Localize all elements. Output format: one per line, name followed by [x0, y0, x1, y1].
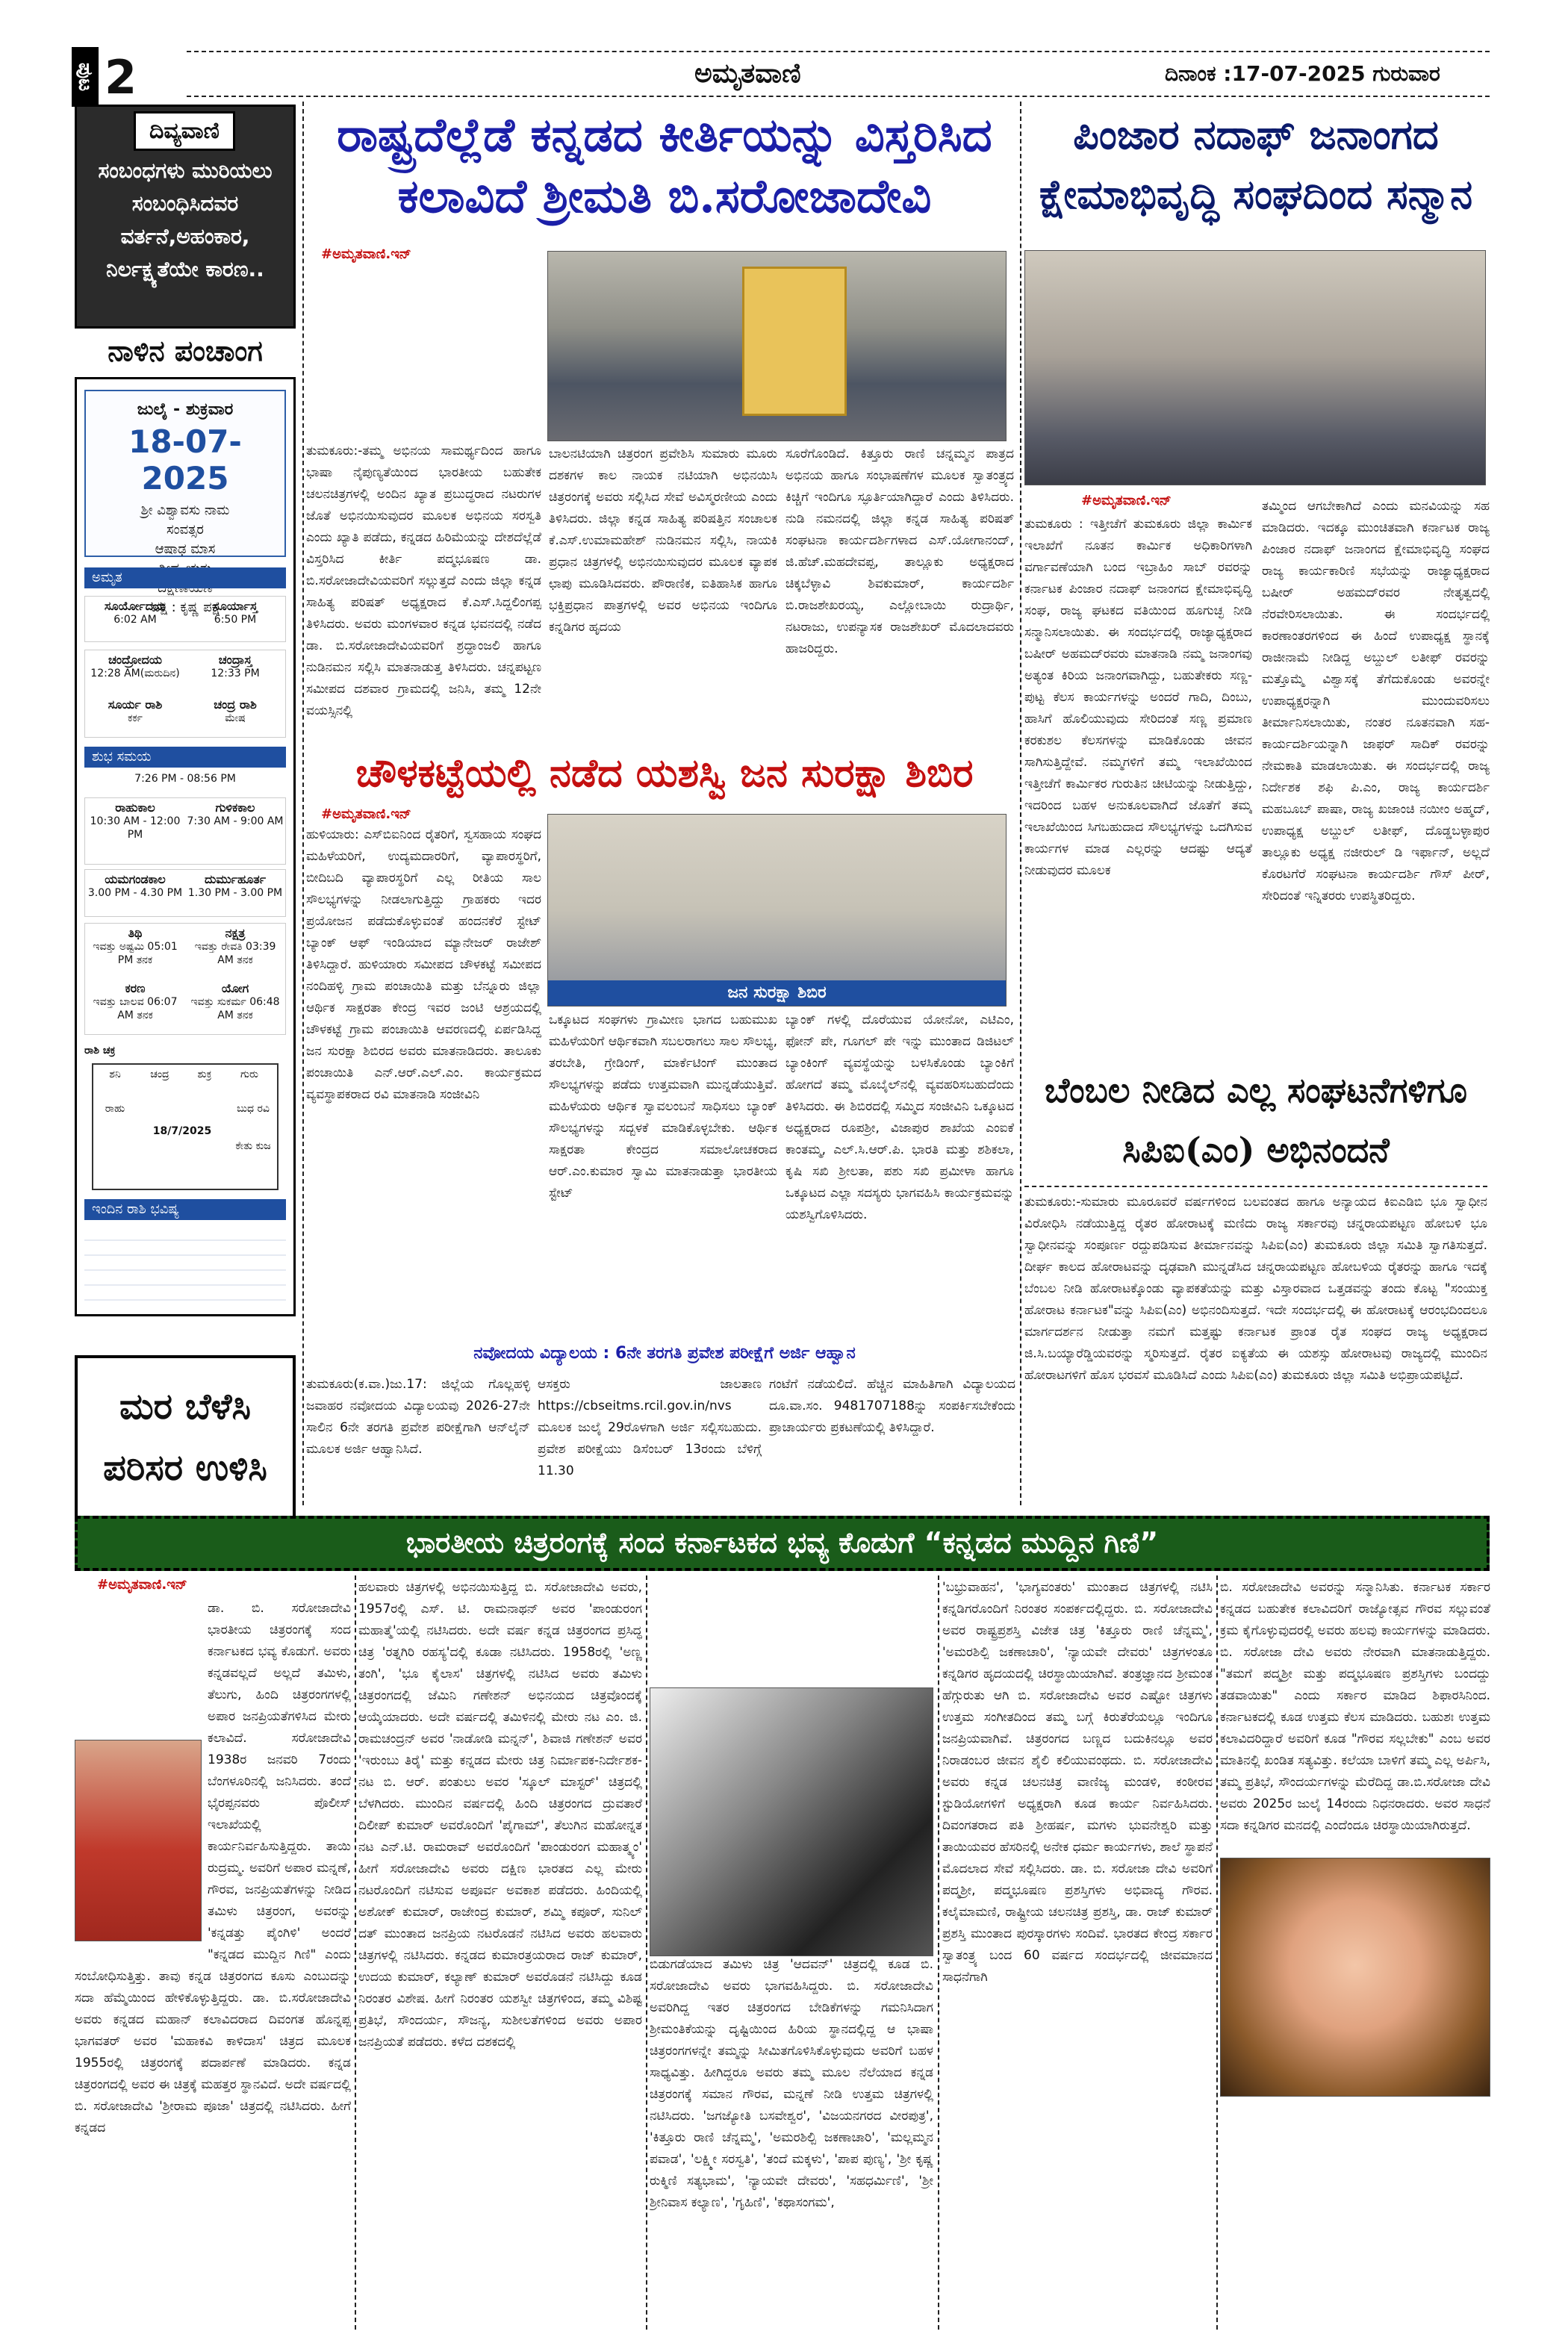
tithi-grid [84, 923, 286, 1035]
moon-grid [84, 650, 286, 738]
chakra-cell: ಕೇತು ಕುಜ [235, 1140, 271, 1152]
navodaya-col3: ಗಂಟೆಗೆ ನಡೆಯಲಿದೆ. ಹೆಚ್ಚಿನ ಮಾಹಿತಿಗಾಗಿ ವಿದ್ಯಾಲಯದ ದೂ.ವಾ.ಸಂ. 9481707188ನ್ನು ಸಂಪರ್ಕಿಸಬೇಕೆಂದು ಪ್ರಾಚಾರ್ಯರು ಪ್ರಕಟಣೆಯಲ್ಲಿ ತಿಳಿಸಿದ್ದಾರೆ. [769, 1377, 1015, 1435]
chakra-cell: ಶುಕ್ರ [197, 1068, 212, 1080]
nakshatra-value: ಇವತ್ತು ರೇವತಿ 03:39 AM ತನಕ [194, 941, 276, 966]
sunrise-label: ಸೂರ್ಯೋದಯ [104, 599, 167, 613]
portrait-frame-icon [742, 267, 847, 416]
sunset-value: 6:50 PM [214, 614, 257, 626]
cpim-headline-line1: ಬೆಂಬಲ ನೀಡಿದ ಎಲ್ಲ ಸಂಘಟನೆಗಳಿಗೂ [1045, 1070, 1467, 1110]
karana-cell [85, 982, 185, 1022]
feature-col1 [75, 1598, 351, 2330]
article3-photo-banner: ಜನ ಸುರಕ್ಷಾ ಶಿಬಿರ [548, 980, 1006, 1006]
rahu-label: ರಾಹುಕಾಲ [115, 800, 155, 815]
cpim-headline [1024, 1060, 1487, 1180]
article3-col3: ಬ್ಯಾಂಕ್ ಗಳಲ್ಲಿ ದೊರೆಯುವ ಯೋನೋ, ಎಟಿಎಂ, ಫೋನ್ ಪೇ, ಗೂಗಲ್ ಪೇ ಇನ್ನು ಮುಂತಾದ ಡಿಜಿಟಲ್ ಬ್ಯಾಂಕಿಂಗ್ ವ್ಯವಸ್ಥೆಯನ್ನು ಬಳಸಿಕೊಂಡು ಬ್ಯಾಂಕಿಗೆ ಹೋಗದೆ ತಮ್ಮ ಮೊಬೈಲ್‌ನಲ್ಲಿ ವ್ಯವಹರಿಸಬಹುದೆಂದು ತಿಳಿಸಿದರು. ಈ ಶಿಬಿರದಲ್ಲಿ ಸಮ್ಮಿದ ಸಂಜೀವಿನಿ ಒಕ್ಕೂಟದ ಅಧ್ಯಕ್ಷರಾದ ರೂಪಶ್ರೀ, ವಿಜಾಪುರ ಶಾಖೆಯ ಎಂಐಕೆ ಕಾಂತಮ್ಮ, ಎಲ್.ಸಿ.ಆರ್.ಪಿ. ಭಾರತಿ ಮತ್ತು ಶಶಿಕಲಾ, ಕೃಷಿ ಸಖಿ ಶ್ರೀಲತಾ, ಪಶು ಸಖಿ ಪ್ರಮೀಳಾ ಹಾಗೂ ಒಕ್ಕೂಟದ ಎಲ್ಲಾ ಸದಸ್ಯರು ಭಾಗವಹಿಸಿ ಕಾರ್ಯಕ್ರಮವನ್ನು ಯಶಸ್ವಿಗೊಳಿಸಿದರು. [785, 1012, 1014, 1222]
panchanga-line: ಸಂವತ್ಸರ [167, 522, 204, 538]
nakshatra-cell [185, 927, 285, 967]
column-divider [355, 1575, 356, 2330]
chandra-rashi-cell [185, 698, 285, 725]
yoga-cell [185, 982, 285, 1022]
yama-cell [85, 873, 185, 900]
column-divider [938, 1575, 939, 2330]
surya-rashi-value: ಕರ್ಕ [128, 712, 143, 724]
chakra-cell: ಶನಿ [109, 1068, 121, 1080]
surya-rashi-cell [85, 698, 185, 725]
article3-col2: ಒಕ್ಕೂಟದ ಸಂಘಗಳು ಗ್ರಾಮೀಣ ಭಾಗದ ಬಹುಮುಖ ಮಹಿಳೆಯರಿಗೆ ಆರ್ಥಿಕವಾಗಿ ಸಬಲರಾಗಲು ಸಾಲ ಸೌಲಭ್ಯ, ತರಬೇತಿ, ಗ್ರೇಡಿಂಗ್, ಮಾರ್ಕೆಟಿಂಗ್ ಮುಂತಾದ ಸೌಲಭ್ಯಗಳನ್ನು ಪಡೆದು ಉತ್ತಮವಾಗಿ ಮುನ್ನಡೆಯುತ್ತಿವೆ. ಮಹಿಳೆಯರು ಆರ್ಥಿಕ ಸ್ವಾವಲಂಬನೆ ಸಾಧಿಸಲು ಬ್ಯಾಂಕ್ ಸೌಲಭ್ಯಗಳನ್ನು ಸದ್ಬಳಕೆ ಮಾಡಿಕೊಳ್ಳಬೇಕು. ಆರ್ಥಿಕ ಸಾಕ್ಷರತಾ ಕೇಂದ್ರದ ಸಮಾಲೋಚಕರಾದ ಆರ್.ಎಂ.ಕುಮಾರ ಸ್ವಾಮಿ ಮಾತನಾಡುತ್ತಾ ಭಾರತೀಯ ಸ್ಟೇಟ್ [549, 1012, 777, 1201]
page-number-value: 2 [105, 49, 137, 105]
top-divider [187, 51, 1490, 52]
divyavani-title: ದಿವ್ಯವಾಣಿ [134, 111, 235, 151]
column-divider [302, 102, 304, 1505]
amrita-bar: ಅಮೃತ [84, 567, 286, 588]
moonset-cell [185, 653, 285, 680]
guli-value: 7:30 AM - 9:00 AM [187, 815, 284, 827]
rashi-chakra [92, 1063, 279, 1190]
panchanga-date: 18-07-2025 [128, 423, 242, 497]
chakra-cell: ಬುಧ ರವಿ [237, 1103, 270, 1115]
article3-headline: ಚೌಳಕಟ್ಟೆಯಲ್ಲಿ ನಡೆದ ಯಶಸ್ವಿ ಜನ ಸುರಕ್ಷಾ ಶಿಬಿರ [355, 750, 974, 796]
durmuhurtha-cell [185, 873, 285, 900]
article3-col1: ಹುಳಿಯಾರು: ಎಸ್‌ಬಿಐನಿಂದ ರೈತರಿಗೆ, ಸ್ವಸಹಾಯ ಸಂಘದ ಮಹಿಳೆಯರಿಗೆ, ಉದ್ಯಮದಾರರಿಗೆ, ವ್ಯಾಪಾರಸ್ಥರಿಗೆ, ಬೀದಿಬದಿ ವ್ಯಾಪಾರಸ್ಥರಿಗೆ ಎಲ್ಲ ರೀತಿಯ ಸಾಲ ಸೌಲಭ್ಯಗಳನ್ನು ನೀಡಲಾಗುತ್ತಿದ್ದು ಗ್ರಾಹಕರು ಇದರ ಪ್ರಯೋಜನ ಪಡೆದುಕೊಳ್ಳುವಂತೆ ಹಂದನಕೆರೆ ಸ್ಟೇಟ್ ಬ್ಯಾಂಕ್ ಆಫ್ ಇಂಡಿಯಾದ ಮ್ಯಾನೇಜರ್ ರಾಜೇಶ್ ತಿಳಿಸಿದ್ದಾರೆ. ಹುಳಿಯಾರು ಸಮೀಪದ ಚೌಳಕಟ್ಟೆ ಸಮೀಪದ ನಂದಿಹಳ್ಳಿ ಗ್ರಾಮ ಪಂಚಾಯಿತಿ ಮತ್ತು ಬೆನ್ನೂರು ಜಿಲ್ಲಾ ಆರ್ಥಿಕ ಸಾಕ್ಷರತಾ ಕೇಂದ್ರ ಇವರ ಜಂಟಿ ಆಶ್ರಯದಲ್ಲಿ ಚೌಳಕಟ್ಟೆ ಗ್ರಾಮ ಪಂಚಾಯಿತಿ ಆವರಣದಲ್ಲಿ ಏರ್ಪಡಿಸಿದ್ದ ಜನ ಸುರಕ್ಷಾ ಶಿಬಿರದ ಅವರು ಮಾತನಾಡಿದರು. ತಾಲೂಕು ಪಂಚಾಯಿತಿ ಎನ್.ಆರ್.ಎಲ್.ಎಂ. ಕಾರ್ಯಕ್ರಮದ ವ್ಯವಸ್ಥಾಪಕರಾದ ರವಿ ಮಾತನಾಡಿ ಸಂಜೀವಿನಿ [306, 827, 541, 1102]
chakra-cell: ಚಂದ್ರ [150, 1068, 169, 1080]
feature-col4: 'ಬಭ್ರುವಾಹನ', 'ಭಾಗ್ಯವಂತರು' ಮುಂತಾದ ಚಿತ್ರಗಳಲ್ಲಿ ನಟಿಸಿ ಕನ್ನಡಿಗರೊಂದಿಗೆ ನಿರಂತರ ಸಂಪರ್ಕದಲ್ಲಿದ್ದರು. ಬಿ. ಸರೋಜಾದೇವಿ ಅವರ ರಾಷ್ಟ್ರಪ್ರಶಸ್ತಿ ವಿಜೇತ ಚಿತ್ರ 'ಕಿತ್ತೂರು ರಾಣಿ ಚೆನ್ನಮ್ಮ', 'ಅಮರಶಿಲ್ಪಿ ಜಕಣಾಚಾರಿ', 'ನ್ಯಾಯವೇ ದೇವರು' ಚಿತ್ರಗಳಂತೂ ಕನ್ನಡಿಗರ ಹೃದಯದಲ್ಲಿ ಚಿರಸ್ಥಾಯಿಯಾಗಿವೆ. ತಂತ್ರಜ್ಞಾನದ ಶ್ರೀಮಂತ ಹೆಗ್ಗುರುತು ಆಗಿ ಬಿ. ಸರೋಜಾದೇವಿ ಅವರ ಎಷ್ಟೋ ಚಿತ್ರಗಳು ಉತ್ತಮ ಸಂಗೀತದಿಂದ ತಮ್ಮ ಬಗ್ಗೆ ಕಿರುತೆರೆಯಲ್ಲೂ ಇಂದಿಗೂ ಜನಪ್ರಿಯವಾಗಿವೆ. ಚಿತ್ರರಂಗದ ಬಣ್ಣದ ಬದುಕಿನಲ್ಲೂ ಅವರ ನಿರಾಡಂಬರ ಜೀವನ ಶೈಲಿ ಕಲಿಯುವಂಥದು. ಬಿ. ಸರೋಜಾದೇವಿ ಅವರು ಕನ್ನಡ ಚಲನಚಿತ್ರ ವಾಣಿಜ್ಯ ಮಂಡಳಿ, ಕಂಠೀರವ ಸ್ಟುಡಿಯೋಗಳಿಗೆ ಅಧ್ಯಕ್ಷರಾಗಿ ಕೂಡ ಕಾರ್ಯ ನಿರ್ವಹಿಸಿದರು. ದಿವಂಗತರಾದ ಪತಿ ಶ್ರೀಹರ್ಷ, ಮಗಳು ಭುವನೇಶ್ವರಿ ಮತ್ತು ತಾಯಿಯವರ ಹೆಸರಿನಲ್ಲಿ ಅನೇಕ ಧರ್ಮ ಕಾರ್ಯಗಳು, ಶಾಲೆ ಸ್ಥಾಪನೆ ಮೊದಲಾದ ಸೇವೆ ಸಲ್ಲಿಸಿದರು. ಡಾ. ಬಿ. ಸರೋಜಾ ದೇವಿ ಅವರಿಗೆ ಪದ್ಮಶ್ರೀ, ಪದ್ಮಭೂಷಣ ಪ್ರಶಸ್ತಿಗಳು ಅಭಿವಾದ್ಯ ಗೌರವ. ಕಲೈಮಾಮಣಿ, ರಾಷ್ಟ್ರೀಯ ಚಲನಚಿತ್ರ ಪ್ರಶಸ್ತಿ, ಡಾ. ರಾಜ್ ಕುಮಾರ್ ಪ್ರಶಸ್ತಿ ಮುಂತಾದ ಪುರಸ್ಕಾರಗಳು ಸಂದಿವೆ. ಭಾರತದ ಕೇಂದ್ರ ಸರ್ಕಾರ ಸ್ವಾತಂತ್ರ್ಯ ಬಂದ 60 ವರ್ಷದ ಸಂದರ್ಭದಲ್ಲಿ ಜೀವಮಾನದ ಸಾಧನೆಗಾಗಿ [942, 1580, 1213, 1985]
navodaya-col1: ತುಮಕೂರು(ಕ.ವಾ.)ಜು.17: ಜಿಲ್ಲೆಯ ಗೊಲ್ಲಹಳ್ಳಿ ಜವಾಹರ ನವೋದಯ ವಿದ್ಯಾಲಯವು 2026-27ನೇ ಸಾಲಿನ 6ನೇ ತರಗತಿ ಪ್ರವೇಶ ಪರೀಕ್ಷೆಗಾಗಿ ಆನ್‌ಲೈನ್ ಮೂಲಕ ಅರ್ಜಿ ಆಹ್ವಾನಿಸಿದೆ. [306, 1377, 530, 1457]
article1-col3: ಸೂರೆಗೊಂಡಿದೆ. ಕಿತ್ತೂರು ರಾಣಿ ಚನ್ನಮ್ಮನ ಪಾತ್ರದ ಅಭಿನಯ ಹಾಗೂ ಸಂಭಾಷಣೆಗಳ ಮೂಲಕ ಸ್ವಾತಂತ್ರ್ಯದ ಕಿಚ್ಚಿಗೆ ಇಂದಿಗೂ ಸ್ಫೂರ್ತಿಯಾಗಿದ್ದಾರೆ ಎಂದು ತಿಳಿಸಿದರು. ನುಡಿ ನಮನದಲ್ಲಿ ಜಿಲ್ಲಾ ಕನ್ನಡ ಸಾಹಿತ್ಯ ಪರಿಷತ್ ಸಂಘಟನಾ ಕಾರ್ಯದರ್ಶಿಗಳಾದ ಎಸ್.ಯೋಗಾನಂದ್, ಜಿ.ಹೆಚ್.ಮಹದೇವಪ್ಪ, ತಾಲ್ಲೂಕು ಅಧ್ಯಕ್ಷರಾದ ಚಿಕ್ಕಬೆಳ್ಳಾವಿ ಶಿವಕುಮಾರ್, ಕಾರ್ಯದರ್ಶಿ ಬಿ.ರಾಜಶೇಖರಯ್ಯ, ಎಲ್ಲೋಬಾಯಿ ರುದ್ರಾರ್ಥಿ, ನಟರಾಜು, ಉಪನ್ಯಾಸಕ ರಾಜಶೇಖರ್ ಮೊದಲಾದವರು ಹಾಜರಿದ್ದರು. [785, 447, 1014, 656]
photo-spacer [75, 1598, 208, 1949]
dateline: ದಿನಾಂಕ :17-07-2025 ಗುರುವಾರ [1165, 61, 1440, 86]
rashi-chakra-label: ರಾಶಿ ಚಕ್ರ [84, 1045, 116, 1057]
column-divider [1216, 1575, 1218, 2330]
feature-col3 [650, 1577, 933, 2331]
tithi-value: ಇವತ್ತು ಅಷ್ಟಮಿ 05:01 PM ತನಕ [93, 941, 178, 966]
article2-col1: ತುಮಕೂರು : ಇತ್ತೀಚೆಗೆ ತುಮಕೂರು ಜಿಲ್ಲಾ ಕಾರ್ಮಿಕ ಇಲಾಖೆಗೆ ನೂತನ ಕಾರ್ಮಿಕ ಅಧಿಕಾರಿಗಳಾಗಿ ವರ್ಗಾವಣೆಯಾಗಿ ಬಂದ ಇಬ್ರಾಹಿಂ ಸಾಬ್ ರವರನ್ನು ಕರ್ನಾಟಕ ಪಿಂಜಾರ ನದಾಫ್ ಜನಾಂಗದ ಕ್ಷೇಮಾಭಿವೃದ್ಧಿ ಸಂಘ, ರಾಜ್ಯ ಘಟಕದ ವತಿಯಿಂದ ಹೂಗುಚ್ಛ ನೀಡಿ ಸನ್ಮಾನಿಸಲಾಯಿತು. ಈ ಸಂದರ್ಭದಲ್ಲಿ ರಾಜ್ಯಾಧ್ಯಕ್ಷರಾದ ಬಷೀರ್ ಅಹಮದ್‌ರವರು ಮಾತನಾಡಿ ನಮ್ಮ ಜನಾಂಗವು ಅತ್ಯಂತ ಕಿರಿಯ ಜನಾಂಗವಾಗಿದ್ದು, ಬಹುತೇಕರು ಸಣ್ಣ-ಪುಟ್ಟ ಕೆಲಸ ಕಾರ್ಯಗಳನ್ನು ಅಂದರೆ ಗಾದಿ, ದಿಂಬು, ಹಾಸಿಗೆ ಹೊಲಿಯುವುದು ಸೇರಿದಂತೆ ಸಣ್ಣ ಪ್ರಮಾಣ ಕರಕುಶಲ ಕೆಲಸಗಳನ್ನು ಮಾಡಿಕೊಂಡು ಜೀವನ ಸಾಗಿಸುತ್ತಿದ್ದೇವೆ. ನಮ್ಮಗಳಿಗೆ ತಮ್ಮ ಇಲಾಖೆಯಿಂದ ಇತ್ತೀಚೆಗೆ ಕಾರ್ಮಿಕರ ಗುರುತಿನ ಚೀಟಿಯನ್ನು ನೀಡುತ್ತಿದ್ದು, ಇದರಿಂದ ಬಹಳ ಅನುಕೂಲವಾಗಿದೆ ಜೊತೆಗೆ ತಮ್ಮ ಇಲಾಖೆಯಿಂದ ಸಿಗಬಹುದಾದ ಸೌಲಭ್ಯಗಳನ್ನು ಒದಗಿಸುವ ಕಾರ್ಯಗಳ ಮಾಡ ಎಲ್ಲರನ್ನು ಆದಷ್ಟು ಆದ್ಯತೆ ನೀಡುವುದರ ಮೂಲಕ [1024, 517, 1252, 878]
article2-headline: ಪಿಂಜಾರ ನದಾಫ್ ಜನಾಂಗದ ಕ್ಷೇಮಾಭಿವೃದ್ಧಿ ಸಂಘದಿಂದ ಸನ್ಮಾನ [1039, 111, 1473, 218]
panchanga-line: ಪಕ್ಷ : ಕೃಷ್ಣ ಪಕ್ಷ [151, 600, 220, 615]
article2-col2: ತಮ್ಮಿಂದ ಆಗಬೇಕಾಗಿದೆ ಎಂದು ಮನವಿಯನ್ನು ಸಹ ಮಾಡಿದರು. ಇದಕ್ಕೂ ಮುಂಚಿತವಾಗಿ ಕರ್ನಾಟಕ ರಾಜ್ಯ ಪಿಂಜಾರ ನದಾಫ್ ಜನಾಂಗದ ಕ್ಷೇಮಾಭಿವೃದ್ಧಿ ಸಂಘದ ರಾಜ್ಯ ಕಾರ್ಯಕಾರಿಣಿ ಸಭೆಯನ್ನು ರಾಜ್ಯಾಧ್ಯಕ್ಷರಾದ ಬಷೀರ್ ಅಹಮದ್‌ರವರ ನೇತೃತ್ವದಲ್ಲಿ ನೆರವೇರಿಸಲಾಯಿತು. ಈ ಸಂದರ್ಭದಲ್ಲಿ ಕಾರಣಾಂತರಗಳಿಂದ ಈ ಹಿಂದೆ ಉಪಾಧ್ಯಕ್ಷ ಸ್ಥಾನಕ್ಕೆ ರಾಜೀನಾಮೆ ನೀಡಿದ್ದ ಅಬ್ದುಲ್ ಲತೀಫ್ ರವರನ್ನು ಮತ್ತೊಮ್ಮೆ ವಿಶ್ವಾಸಕ್ಕೆ ತೆಗೆದುಕೊಂಡು ಅವರನ್ನೇ ಉಪಾಧ್ಯಕ್ಷರನ್ನಾಗಿ ಮುಂದುವರಿಸಲು ತೀರ್ಮಾನಿಸಲಾಯಿತು, ನಂತರ ನೂತನವಾಗಿ ಸಹ-ಕಾರ್ಯದರ್ಶಿಯನ್ನಾಗಿ ಜಾಫರ್ ಸಾದಿಕ್ ರವರನ್ನು ನೇಮಕಾತಿ ಮಾಡಲಾಯಿತು. ಈ ಸಂದರ್ಭದಲ್ಲಿ ರಾಜ್ಯ ನಿರ್ದೇಶಕ ಶಫಿ ಪಿ.ಎಂ, ರಾಜ್ಯ ಕಾರ್ಯದರ್ಶಿ ಮಹಬೂಬ್ ಪಾಷಾ, ರಾಜ್ಯ ಖಜಾಂಚಿ ನಯೀಂ ಅಹ್ಮದ್, ಉಪಾಧ್ಯಕ್ಷ ಅಬ್ದುಲ್ ಲತೀಫ್, ದೊಡ್ಡಬಳ್ಳಾಪುರ ತಾಲ್ಲೂಕು ಅಧ್ಯಕ್ಷ ನಜೀರುಲ್ ಡಿ ಇರ್ಫಾನ್, ಅಲ್ಲದೆ ಕೊರಟಗೆರೆ ಸಂಘಟನಾ ಕಾರ್ಯದರ್ಶಿ ಗೌಸ್ ಪೀರ್, ಸೇರಿದಂತೆ ಇನ್ನಿತರರು ಉಪಸ್ಥಿತರಿದ್ದರು. [1262, 499, 1490, 903]
divyavani-box [75, 105, 296, 329]
tithi-label: ತಿಥಿ [128, 926, 143, 940]
sunrise-cell [85, 600, 185, 626]
durmuhurtha-label: ದುರ್ಮುಹೂರ್ತ [204, 872, 267, 886]
navodaya-col2: ಆಸಕ್ತರು ಜಾಲತಾಣ https://cbseitms.rcil.gov.in/nvs ಮೂಲಕ ಜುಲೈ 29ರೊಳಗಾಗಿ ಅರ್ಜಿ ಸಲ್ಲಿಸಬಹುದು. ಪ್ರವೇಶ ಪರೀಕ್ಷೆಯು ಡಿಸೆಂಬರ್ 13ರಂದು ಬೆಳಿಗ್ಗೆ 11.30 [538, 1377, 762, 1478]
tithi-cell [85, 927, 185, 967]
feature-col2: ಹಲವಾರು ಚಿತ್ರಗಳಲ್ಲಿ ಅಭಿನಯಿಸುತ್ತಿದ್ದ ಬಿ. ಸರೋಜಾದೇವಿ ಅವರು, 1957ರಲ್ಲಿ ಎಸ್. ಟಿ. ರಾಮನಾಥನ್ ಅವರ 'ಪಾಂಡುರಂಗ ಮಹಾತ್ಮೆ'ಯಲ್ಲಿ ನಟಿಸಿದರು. ಅದೇ ವರ್ಷ ಕನ್ನಡ ಚಿತ್ರರಂಗದ ಪ್ರಸಿದ್ಧ ಚಿತ್ರ 'ರತ್ನಗಿರಿ ರಹಸ್ಯ'ದಲ್ಲಿ ಕೂಡಾ ನಟಿಸಿದರು. 1958ರಲ್ಲಿ 'ಅಣ್ಣ ತಂಗಿ', 'ಭೂ ಕೈಲಾಸ' ಚಿತ್ರಗಳಲ್ಲಿ ನಟಿಸಿದ ಅವರು ತಮಿಳು ಚಿತ್ರರಂಗದಲ್ಲಿ ಜೆಮಿನಿ ಗಣೇಶನ್ ಅಭಿನಯದ ಚಿತ್ರವೊಂದಕ್ಕೆ ಆಯ್ಕೆಯಾದರು. ಅದೇ ವರ್ಷದಲ್ಲಿ ತಮಿಳಿನಲ್ಲಿ ಮೇರು ನಟ ಎಂ. ಜಿ. ರಾಮಚಂದ್ರನ್ ಅವರ 'ನಾಡೋಡಿ ಮನ್ನನ್', ಶಿವಾಜಿ ಗಣೇಶನ್ ಅವರ 'ಇರುಂಬು ತಿರೈ' ಮತ್ತು ಕನ್ನಡದ ಮೇರು ಚಿತ್ರ ನಿರ್ಮಾಪಕ-ನಿರ್ದೇಶಕ-ನಟ ಬಿ. ಆರ್. ಪಂತುಲು ಅವರ 'ಸ್ಕೂಲ್ ಮಾಸ್ಟರ್' ಚಿತ್ರದಲ್ಲಿ ಬೆಳಗಿದರು. ಮುಂದಿನ ವರ್ಷದಲ್ಲಿ ಹಿಂದಿ ಚಿತ್ರರಂಗದ ದ್ರುವತಾರೆ ದಿಲೀಪ್ ಕುಮಾರ್ ಅವರೊಂದಿಗೆ 'ಪೈಗಾಮ್', ತೆಲುಗಿನ ಮಹೋನ್ನತ ನಟ ಎನ್.ಟಿ. ರಾಮರಾವ್ ಅವರೊಂದಿಗೆ 'ಪಾಂಡುರಂಗ ಮಹಾತ್ಮ್ಯಂ' ಹೀಗೆ ಸರೋಜಾದೇವಿ ಅವರು ದಕ್ಷಿಣ ಭಾರತದ ಎಲ್ಲ ಮೇರು ನಟರೊಂದಿಗೆ ನಟಿಸುವ ಅಪೂರ್ವ ಅವಕಾಶ ಪಡೆದರು. ಹಿಂದಿಯಲ್ಲಿ ಅಶೋಕ್ ಕುಮಾರ್, ರಾಜೇಂದ್ರ ಕುಮಾರ್, ಶಮ್ಮಿ ಕಪೂರ್, ಸುನಿಲ್ ದತ್ ಮುಂತಾದ ಜನಪ್ರಿಯ ನಟರೊಡನೆ ನಟಿಸಿದ ಅವರು ಹಲವಾರು ಚಿತ್ರಗಳಲ್ಲಿ ನಟಿಸಿದರು. ಕನ್ನಡದ ಕುಮಾರತ್ರಯರಾದ ರಾಜ್ ಕುಮಾರ್, ಉದಯ ಕುಮಾರ್, ಕಲ್ಯಾಣ್ ಕುಮಾರ್ ಅವರೊಡನೆ ನಟಿಸಿದ್ದು ಕೂಡ ನಿರಂತರ ವಿಶೇಷ. ಹೀಗೆ ನಿರಂತರ ಯಶಸ್ವೀ ಚಿತ್ರಗಳಿಂದ, ತಮ್ಮ ವಿಶಿಷ್ಟ ಪ್ರತಿಭೆ, ಸೌಂದರ್ಯ, ಸೌಜನ್ಯ, ಸುಶೀಲತೆಗಳಿಂದ ಅವರು ಅಪಾರ ಜನಪ್ರಿಯತೆ ಪಡೆದರು. ಕಳೆದ ದಶಕದಲ್ಲಿ [358, 1580, 642, 2050]
rashi-bhavishya-table [84, 1226, 286, 1308]
article1-headline: ರಾಷ್ಟ್ರದೆಲ್ಲೆಡೆ ಕನ್ನಡದ ಕೀರ್ತಿಯನ್ನು ವಿಸ್ತರಿಸಿದ ಕಲಾವಿದೆ ಶ್ರೀಮತಿ ಬಿ.ಸರೋಜಾದೇವಿ [337, 108, 992, 223]
yama-label: ಯಮಗಂಡಕಾಲ [105, 872, 166, 886]
article2-tag: #ಅಮೃತವಾಣಿ.ಇನ್ [1081, 493, 1172, 508]
chandra-rashi-value: ಮೇಷ [225, 712, 246, 724]
guli-cell [185, 801, 285, 828]
article3-photo [547, 814, 1007, 1007]
nakshatra-label: ನಕ್ಷತ್ರ [225, 926, 246, 940]
moonrise-label: ಚಂದ್ರೋದಯ [108, 653, 162, 667]
moonrise-cell [85, 653, 185, 680]
chakra-cell: ರಾಹು [105, 1103, 125, 1115]
article1-tag: #ಅಮೃತವಾಣಿ.ಇನ್ [321, 246, 411, 262]
moonrise-value: 12:28 AM(ಮರುದಿನ) [90, 668, 180, 679]
cpim-headline-line2: ಸಿಪಿಐ(ಎಂ) ಅಭಿನಂದನೆ [1122, 1130, 1390, 1170]
panchanga-title: ನಾಳಿನ ಪಂಚಾಂಗ [108, 335, 263, 367]
surya-rashi-label: ಸೂರ್ಯ ರಾಶಿ [108, 697, 163, 712]
rahu-cell [85, 801, 185, 841]
panchanga-weekday: ಜುಲೈ - ಶುಕ್ರವಾರ [137, 400, 234, 419]
rashi-bhavishya-bar: ಇಂದಿನ ರಾಶಿ ಭವಿಷ್ಯ [84, 1199, 286, 1220]
shubha-value: 7:26 PM - 08:56 PM [134, 773, 236, 785]
feature-col5-text: ಬಿ. ಸರೋಜಾದೇವಿ ಅವರನ್ನು ಸನ್ಮಾನಿಸಿತು. ಕರ್ನಾಟಕ ಸರ್ಕಾರ ಕನ್ನಡದ ಬಹುತೇಕ ಕಲಾವಿದರಿಗೆ ರಾಜ್ಯೋತ್ಸವ ಗೌರವ ಸಲ್ಲುವಂತೆ ಕ್ರಮ ಕೈಗೊಳ್ಳುವುದರಲ್ಲಿ ಅವರು ಹಲವು ಕಾರ್ಯಗಳನ್ನು ಮಾಡಿದರು. ಬಿ. ಸರೋಜಾ ದೇವಿ ಅವರು ನೇರವಾಗಿ ಮಾತನಾಡುತ್ತಿದ್ದರು. "ತಮಗೆ ಪದ್ಮಶ್ರೀ ಮತ್ತು ಪದ್ಮಭೂಷಣ ಪ್ರಶಸ್ತಿಗಳು ಬಂದದ್ದು ತಡವಾಯಿತು" ಎಂದು ಸರ್ಕಾರ ಮಾಡಿದ ಶಿಫಾರಸಿನಿಂದ. ಕರ್ನಾಟಕದಲ್ಲಿ ಕೂಡ ಉತ್ತಮ ಕೆಲಸ ಮಾಡಿದರು. ಬಹುಶಃ ಉತ್ತಮ ಕಲಾವಿದರಿದ್ದಾರೆ ಅವರಿಗೆ ಕೂಡ "ಗೌರವ ಸಲ್ಲಬೇಕು" ಎಂಬ ಅವರ ಮಾತಿನಲ್ಲಿ ಖಂಡಿತ ಸತ್ಯವಿತ್ತು. ಕಲೆಯಾ ಬಾಳಿಗೆ ತಮ್ಮ ಎಲ್ಲ ಅರ್ಪಿಸಿ, ತಮ್ಮ ಪ್ರತಿಭೆ, ಸೌಂದರ್ಯಗಳನ್ನು ಮೆರೆದಿದ್ದ ಡಾ.ಬಿ.ಸರೋಜಾ ದೇವಿ ಅವರು 2025ರ ಜುಲೈ 14ರಂದು ನಿಧನರಾದರು. ಅವರ ಸಾಧನೆ ಸದಾ ಕನ್ನಡಿಗರ ಮನದಲ್ಲಿ ಎಂದೆಂದೂ ಚಿರಸ್ಥಾಯಿಯಾಗಿರುತ್ತದೆ. [1220, 1580, 1490, 1833]
feature-banner: ಭಾರತೀಯ ಚಿತ್ರರಂಗಕ್ಕೆ ಸಂದ ಕರ್ನಾಟಕದ ಭವ್ಯ ಕೊಡುಗೆ “ಕನ್ನಡದ ಮುದ್ದಿನ ಗಿಣಿ” [75, 1516, 1490, 1571]
divyavani-text: ಸಂಬಂಧಗಳು ಮುರಿಯಲು ಸಂಬಂಧಿಸಿದವರ ವರ್ತನೆ,ಅಹಂಕಾರ, ನಿರ್ಲಕ್ಷ್ಯತೆಯೇ ಕಾರಣ.. [98, 158, 273, 281]
panchanga-card [75, 377, 296, 1316]
feature-tag: #ಅಮೃತವಾಣಿ.ಇನ್ [97, 1577, 187, 1593]
photo-spacer [650, 1577, 933, 1954]
chakra-date: 18/7/2025 [152, 1125, 212, 1137]
mara-belesi-box: ಮರ ಬೆಳೆಸಿ ಪರಿಸರ ಉಳಿಸಿ [75, 1355, 296, 1519]
article1-col2: ಬಾಲನಟಿಯಾಗಿ ಚಿತ್ರರಂಗ ಪ್ರವೇಶಿಸಿ ಸುಮಾರು ಮೂರು ದಶಕಗಳ ಕಾಲ ನಾಯಕ ನಟಿಯಾಗಿ ಅಭಿನಯಿಸಿ ಚಿತ್ರರಂಗಕ್ಕೆ ಅವರು ಸಲ್ಲಿಸಿದ ಸೇವೆ ಅವಿಸ್ಮರಣೀಯ ಎಂದು ತಿಳಿಸಿದರು. ಜಿಲ್ಲಾ ಕನ್ನಡ ಸಾಹಿತ್ಯ ಪರಿಷತ್ತಿನ ಸಂಚಾಲಕ ಕೆ.ಎಸ್.ಉಮಾಮಹೇಶ್ ನುಡಿನಮನ ಸಲ್ಲಿಸಿ, ನಾಯಕಿ ಪ್ರಧಾನ ಚಿತ್ರಗಳಲ್ಲಿ ಅಭಿನಯಿಸುವುದರ ಮೂಲಕ ವ್ಯಾಪಕ ಛಾಪು ಮೂಡಿಸಿದವರು. ಪೌರಾಣಿಕ, ಐತಿಹಾಸಿಕ ಹಾಗೂ ಭಕ್ತಿಪ್ರಧಾನ ಪಾತ್ರಗಳಲ್ಲಿ ಅವರ ಅಭಿನಯ ಇಂದಿಗೂ ಕನ್ನಡಿಗರ ಹೃದಯ [549, 447, 777, 635]
navodaya-headline: ನವೋದಯ ವಿದ್ಯಾಲಯ : 6ನೇ ತರಗತಿ ಪ್ರವೇಶ ಪರೀಕ್ಷೆಗೆ ಅರ್ಜಿ ಆಹ್ವಾನ [473, 1344, 856, 1363]
moonset-value: 12:33 PM [211, 668, 260, 679]
chandra-rashi-label: ಚಂದ್ರ ರಾಶಿ [214, 697, 257, 712]
sunset-cell [185, 600, 285, 626]
sunrise-value: 6:02 AM [113, 614, 157, 626]
column-divider [1020, 102, 1021, 1505]
panchanga-line: ಆಷಾಢ ಮಾಸ [155, 541, 216, 557]
yoga-value: ಇವತ್ತು ಸುಕರ್ಮ 06:48 AM ತನಕ [190, 996, 280, 1021]
kala-grid [84, 797, 286, 865]
yoga-label: ಯೋಗ [221, 981, 249, 995]
chakra-cell: ಗುರು [240, 1068, 258, 1080]
sun-grid [84, 596, 286, 642]
page-label: ಪುಟ [72, 47, 99, 107]
cpim-body: ತುಮಕೂರು:-ಸುಮಾರು ಮೂರೂವರೆ ವರ್ಷಗಳಿಂದ ಬಲವಂತದ ಹಾಗೂ ಅನ್ಯಾಯದ ಕಿಐಎಡಿಬಿ ಭೂ ಸ್ವಾಧೀನ ವಿರೋಧಿಸಿ ನಡೆಯುತ್ತಿದ್ದ ರೈತರ ಹೋರಾಟಕ್ಕೆ ಮಣಿದು ರಾಜ್ಯ ಸರ್ಕಾರವು ಚನ್ನರಾಯಪಟ್ಟಣ ಹೋಬಳಿ ಭೂ ಸ್ವಾಧೀನವನ್ನು ಸಂಪೂರ್ಣ ರದ್ದುಪಡಿಸುವ ತೀರ್ಮಾನವನ್ನು ಸಿಪಿಐ(ಎಂ) ತುಮಕೂರು ಜಿಲ್ಲಾ ಸಮಿತಿ ಸ್ವಾಗತಿಸುತ್ತದೆ. ದೀರ್ಘ ಕಾಲದ ಹೋರಾಟವನ್ನು ದೃಢವಾಗಿ ಮುನ್ನಡೆಸಿದ ಚನ್ನರಾಯಪಟ್ಟಣ ಹೋಬಳಿಯ ರೈತರನ್ನು ಹಾಗೂ ಇದಕ್ಕೆ ಬೆಂಬಲ ನೀಡಿ ಹೋರಾಟಕ್ಕೊಂಡು ವ್ಯಾಪಕತೆಯನ್ನು ಮತ್ತು ವಿಸ್ತಾರವಾದ ಒತ್ತಡವನ್ನು ತಂದು ಕೊಟ್ಟ "ಸಂಯುಕ್ತ ಹೋರಾಟ ಕರ್ನಾಟಕ"ವನ್ನು ಸಿಪಿಐ(ಎಂ) ಅಭಿನಂದಿಸುತ್ತದೆ. ಇದೇ ಸಂದರ್ಭದಲ್ಲಿ ಈ ಹೋರಾಟಕ್ಕೆ ಆರಂಭದಿಂದಲೂ ಮಾರ್ಗದರ್ಶನ ನೀಡುತ್ತಾ ನಮಗೆ ಮತ್ತಷ್ಟು ಕರ್ನಾಟಕ ಪ್ರಾಂತ ರೈತ ಸಂಘದ ರಾಜ್ಯ ಅಧ್ಯಕ್ಷರಾದ ಜಿ.ಸಿ.ಬಯ್ಯಾರೆಡ್ಡಿಯವರನ್ನು ಸ್ಮರಿಸುತ್ತದೆ. ರೈತರ ಐಕ್ಯತೆಯ ಈ ಯಶಸ್ಸು ಹೋರಾಟವು ರಾಜ್ಯದಲ್ಲಿ ಮುಂದಿನ ಹೋರಾಟಗಳಿಗೆ ಹೊಸ ಭರವಸೆ ಮೂಡಿಸಿದೆ ಎಂದು ಸಿಪಿಐ(ಎಂ) ತುಮಕೂರು ಜಿಲ್ಲಾ ಸಮಿತಿ ಅಭಿಪ್ರಾಯಪಟ್ಟಿದೆ. [1024, 1195, 1487, 1383]
article3-tag: #ಅಮೃತವಾಣಿ.ಇನ್ [321, 806, 411, 822]
panchanga-line: ಶ್ರೀ ವಿಶ್ವಾವಸು ನಾಮ [140, 503, 230, 518]
moonset-label: ಚಂದ್ರಾಸ್ತ [218, 653, 252, 667]
header-divider [187, 96, 1490, 97]
article1-photo [547, 251, 1007, 441]
karana-label: ಕರಣ [125, 981, 146, 995]
shubha-bar: ಶುಭ ಸಮಯ [84, 747, 286, 768]
rahu-value: 10:30 AM - 12:00 PM [90, 815, 181, 841]
page-number [72, 45, 184, 109]
cpim-divider [1024, 1186, 1487, 1187]
feature-col3-text: ಬಿಡುಗಡೆಯಾದ ತಮಿಳು ಚಿತ್ರ 'ಆದವನ್' ಚಿತ್ರದಲ್ಲಿ ಕೂಡ ಬಿ. ಸರೋಜಾದೇವಿ ಅವರು ಭಾಗವಹಿಸಿದ್ದರು. ಬಿ. ಸರೋಜಾದೇವಿ ಅವರಿಗಿದ್ದ ಇತರ ಚಿತ್ರರಂಗದ ಬೇಡಿಕೆಗಳನ್ನು ಗಮನಿಸಿದಾಗ ಶ್ರೀಮಂತಿಕೆಯನ್ನು ದೃಷ್ಟಿಯಿಂದ ಹಿರಿಯ ಸ್ಥಾನದಲ್ಲಿದ್ದ ಆ ಭಾಷಾ ಚಿತ್ರರಂಗಗಳನ್ನೇ ತಮ್ಮನ್ನು ಸೀಮಿತಗೊಳಿಸಿಕೊಳ್ಳುವುದು ಅವರಿಗೆ ಬಹಳ ಸಾಧ್ಯವಿತ್ತು. ಹೀಗಿದ್ದರೂ ಅವರು ತಮ್ಮ ಮೂಲ ನೆಲೆಯಾದ ಕನ್ನಡ ಚಿತ್ರರಂಗಕ್ಕೆ ಸಮಾನ ಗೌರವ, ಮನ್ನಣೆ ನೀಡಿ ಉತ್ತಮ ಚಿತ್ರಗಳಲ್ಲಿ ನಟಿಸಿದರು. 'ಜಗಜ್ಯೋತಿ ಬಸವೇಶ್ವರ', 'ವಿಜಯನಗರದ ವೀರಪುತ್ರ', 'ಕಿತ್ತೂರು ರಾಣಿ ಚೆನ್ನಮ್ಮ', 'ಅಮರಶಿಲ್ಪಿ ಜಕಣಾಚಾರಿ', 'ಮಲ್ಲಮ್ಮನ ಪವಾಡ', 'ಲಕ್ಷ್ಮೀ ಸರಸ್ವತಿ', 'ತಂದೆ ಮಕ್ಕಳು', 'ಪಾಪ ಪುಣ್ಯ', 'ಶ್ರೀ ಕೃಷ್ಣ ರುಕ್ಮಿಣಿ ಸತ್ಯಭಾಮ', 'ನ್ಯಾಯವೇ ದೇವರು', 'ಸಹಧರ್ಮಿಣಿ', 'ಶ್ರೀ ಶ್ರೀನಿವಾಸ ಕಲ್ಯಾಣ', 'ಗೃಹಿಣಿ', 'ಕಥಾಸಂಗಮ', [650, 1957, 933, 2210]
yama-value: 3.00 PM - 4.30 PM [87, 887, 183, 899]
feature-col1-text: ಡಾ. ಬಿ. ಸರೋಜಾದೇವಿ ಭಾರತೀಯ ಚಿತ್ರರಂಗಕ್ಕೆ ಸಂದ ಕರ್ನಾಟಕದ ಭವ್ಯ ಕೊಡುಗೆ. ಅವರು ಕನ್ನಡವಲ್ಲದೆ ಅಲ್ಲದೆ ತಮಿಳು, ತೆಲುಗು, ಹಿಂದಿ ಚಿತ್ರರಂಗಗಳಲ್ಲಿ ಅಪಾರ ಜನಪ್ರಿಯತೆಗಳಿಸಿದ ಮೇರು ಕಲಾವಿದೆ. ಸರೋಜಾದೇವಿ 1938ರ ಜನವರಿ 7ರಂದು ಬೆಂಗಳೂರಿನಲ್ಲಿ ಜನಿಸಿದರು. ತಂದೆ ಭೈರಪ್ಪನವರು ಪೊಲೀಸ್ ಇಲಾಖೆಯಲ್ಲಿ ಕಾರ್ಯನಿರ್ವಹಿಸುತ್ತಿದ್ದರು. ತಾಯಿ ರುದ್ರಮ್ಮ. ಅವರಿಗೆ ಅಪಾರ ಮನ್ನಣೆ, ಗೌರವ, ಜನಪ್ರಿಯತೆಗಳನ್ನು ನೀಡಿದ ತಮಿಳು ಚಿತ್ರರಂಗ, ಅವರನ್ನು 'ಕನ್ನಡತ್ತು ಪೈಂಗಿಳಿ' ಅಂದರೆ "ಕನ್ನಡದ ಮುದ್ದಿನ ಗಿಣಿ" ಎಂದು ಸಂಬೋಧಿಸುತ್ತಿತ್ತು. ತಾವು ಕನ್ನಡ ಚಿತ್ರರಂಗದ ಕೂಸು ಎಂಬುದನ್ನು ಸದಾ ಹೆಮ್ಮೆಯಿಂದ ಹೇಳಿಕೊಳ್ಳುತ್ತಿದ್ದರು. ಡಾ. ಬಿ.ಸರೋಜಾದೇವಿ ಅವರು ಕನ್ನಡದ ಮಹಾನ್ ಕಲಾವಿದರಾದ ದಿವಂಗತ ಹೊನ್ನಪ್ಪ ಭಾಗವತರ್ ಅವರ 'ಮಹಾಕವಿ ಕಾಳಿದಾಸ' ಚಿತ್ರದ ಮೂಲಕ 1955ರಲ್ಲಿ ಚಿತ್ರರಂಗಕ್ಕೆ ಪದಾರ್ಪಣೆ ಮಾಡಿದರು. ಕನ್ನಡ ಚಿತ್ರರಂಗದಲ್ಲಿ ಅವರ ಈ ಚಿತ್ರಕ್ಕೆ ಮಹತ್ತರ ಸ್ಥಾನವಿದೆ. ಅದೇ ವರ್ಷದಲ್ಲಿ ಬಿ. ಸರೋಜಾದೇವಿ 'ಶ್ರೀರಾಮ ಪೂಜಾ' ಚಿತ್ರದಲ್ಲಿ ನಟಿಸಿದರು. ಹೀಗೆ ಕನ್ನಡದ [75, 1601, 351, 2135]
article2-photo [1024, 250, 1486, 485]
masthead: ಅಮೃತವಾಣಿ [694, 58, 801, 89]
feature-photo-right [1220, 1858, 1490, 2097]
column-divider [646, 1575, 647, 2330]
sunset-label: ಸೂರ್ಯಾಸ್ತ [213, 599, 258, 613]
durmuhurtha-value: 1.30 PM - 3.00 PM [187, 887, 283, 899]
karana-value: ಇವತ್ತು ಬಾಲವ 06:07 AM ತನಕ [93, 996, 178, 1021]
article1-col1: ತುಮಕೂರು:-ತಮ್ಮ ಅಭಿನಯ ಸಾಮರ್ಥ್ಯದಿಂದ ಹಾಗೂ ಭಾಷಾ ನೈಪುಣ್ಯತೆಯಿಂದ ಭಾರತೀಯ ಬಹುತೇಕ ಚಲನಚಿತ್ರಗಳಲ್ಲಿ ಅಂದಿನ ಖ್ಯಾತ ಪ್ರಬುದ್ಧರಾದ ನಟರುಗಳ ಜೊತೆ ಅಭಿನಯಿಸುವುದರ ಮೂಲಕ ಅಭಿನಯ ಸರಸ್ವತಿ ಎಂದು ಖ್ಯಾತಿ ಪಡೆದು, ಕನ್ನಡದ ಹಿರಿಮೆಯನ್ನು ದೇಶದೆಲ್ಲೆಡೆ ವಿಸ್ತರಿಸಿದ ಕೀರ್ತಿ ಪದ್ಮಭೂಷಣ ಡಾ. ಬಿ.ಸರೋಜಾದೇವಿಯವರಿಗೆ ಸಲ್ಲುತ್ತದೆ ಎಂದು ಜಿಲ್ಲಾ ಕನ್ನಡ ಸಾಹಿತ್ಯ ಪರಿಷತ್ ಅಧ್ಯಕ್ಷರಾದ ಕೆ.ಎಸ್.ಸಿದ್ದಲಿಂಗಪ್ಪ ತಿಳಿಸಿದರು. ಅವರು ಮಂಗಳವಾರ ಕನ್ನಡ ಭವನದಲ್ಲಿ ನಡೆದ ಡಾ. ಬಿ.ಸರೋಜಾದೇವಿಯವರಿಗೆ ಶ್ರದ್ಧಾಂಜಲಿ ಹಾಗೂ ನುಡಿನಮನ ಸಲ್ಲಿಸಿ ಮಾತನಾಡುತ್ತ ತಿಳಿಸಿದರು. ಚನ್ನಪಟ್ಟಣ ಸಮೀಪದ ದಶವಾರ ಗ್ರಾಮದಲ್ಲಿ ಜನಿಸಿ, ತಮ್ಮ 12ನೇ ವಯಸ್ಸಿನಲ್ಲಿ [306, 444, 541, 718]
guli-label: ಗುಳಿಕಕಾಲ [215, 800, 255, 815]
yama-grid [84, 869, 286, 917]
